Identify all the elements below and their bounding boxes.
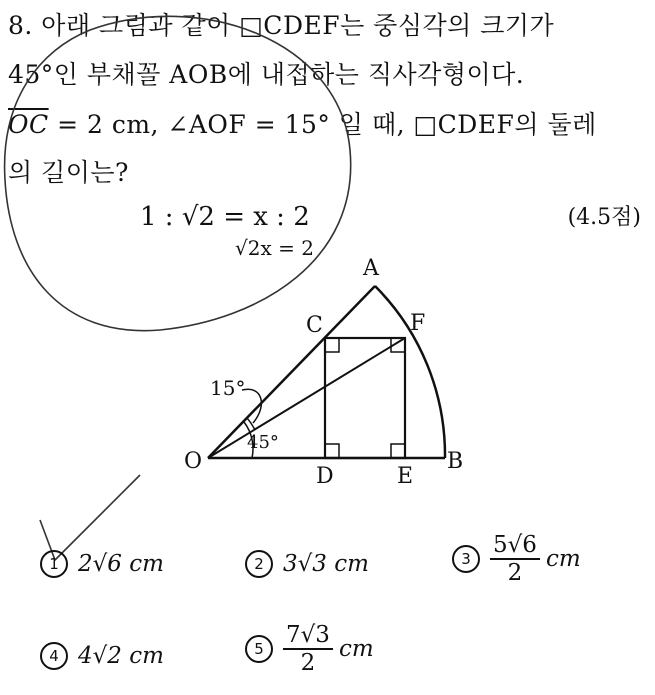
- point-o-label: O: [184, 449, 203, 474]
- choice-number: 2: [245, 550, 273, 578]
- rectangle-cdef: [325, 338, 405, 458]
- right-angle-c: [325, 338, 339, 352]
- problem-line-1: 8. 아래 그림과 같이 □CDEF는 중심각의 크기가: [8, 11, 555, 40]
- choice-text: 2√6 cm: [78, 551, 164, 577]
- handwritten-note-2: √2x = 2: [235, 236, 314, 260]
- denominator: 2: [300, 650, 316, 676]
- choice-5[interactable]: [245, 622, 374, 676]
- point-e-label: E: [397, 464, 414, 489]
- scribble-circle: [5, 16, 351, 330]
- right-angle-d: [325, 444, 339, 458]
- choice-number: 4: [40, 642, 68, 670]
- fraction: [490, 532, 540, 586]
- choice-text: 3√3 cm: [283, 551, 369, 577]
- choice-2[interactable]: [245, 550, 369, 578]
- denominator: 2: [507, 560, 523, 586]
- choice-4[interactable]: [40, 642, 164, 670]
- unit: cm: [338, 636, 374, 662]
- choice-1[interactable]: [40, 550, 164, 578]
- problem-line-3-rest: = 2 cm, ∠AOF = 15° 일 때, □CDEF의 둘레: [48, 110, 597, 139]
- unit: cm: [545, 546, 581, 572]
- choice-number: 5: [245, 635, 273, 663]
- choice-3[interactable]: [452, 532, 581, 586]
- segment-oc: $\overline{OC}$: [8, 110, 49, 139]
- point-d-label: D: [316, 464, 334, 489]
- angle-45-label: 45°: [247, 432, 279, 453]
- choice-text: 4√2 cm: [78, 643, 164, 669]
- point-c-label: C: [306, 313, 323, 338]
- point-f-label: F: [410, 311, 426, 336]
- points-label: (4.5점): [567, 205, 641, 230]
- right-angle-e: [391, 444, 405, 458]
- scribble-check: [40, 475, 140, 560]
- numerator: 5√6: [490, 532, 540, 560]
- choice-number: 1: [40, 550, 68, 578]
- numerator: 7√3: [283, 622, 333, 650]
- handwritten-note-1: 1 : √2 = x : 2: [140, 202, 310, 232]
- problem-line-2: 45°인 부채꼴 AOB에 내접하는 직사각형이다.: [8, 60, 525, 89]
- problem-line-4: 의 길이는?: [8, 158, 129, 187]
- fraction: [283, 622, 333, 676]
- angle-15-label: 15°: [210, 376, 246, 400]
- point-b-label: B: [447, 449, 464, 474]
- point-a-label: A: [363, 256, 379, 281]
- choice-number: 3: [452, 545, 480, 573]
